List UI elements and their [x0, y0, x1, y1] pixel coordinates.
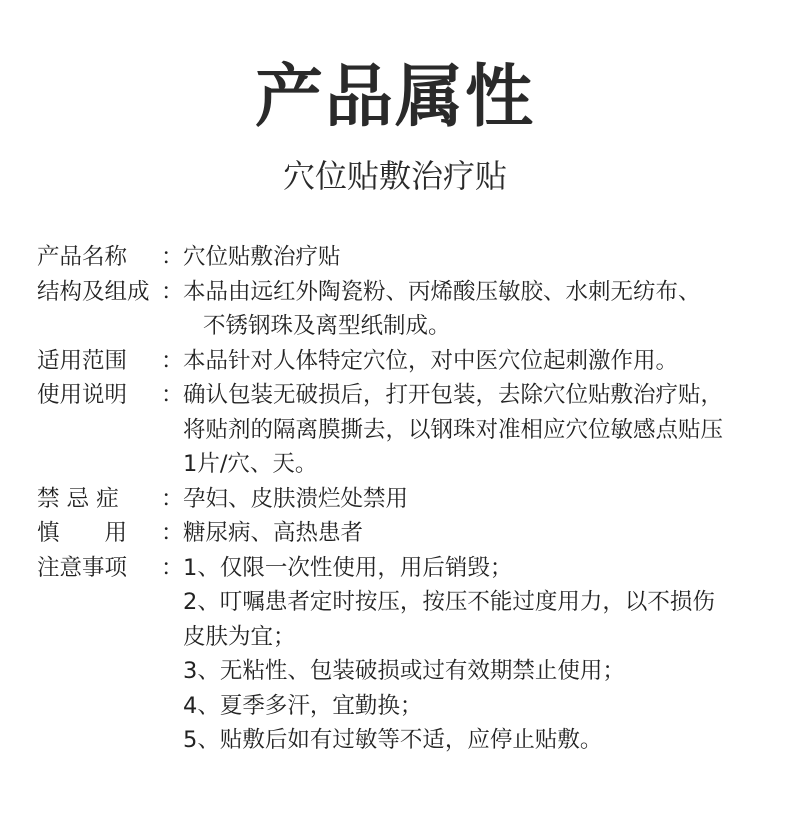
- attribute-colon: ：: [161, 278, 184, 305]
- attribute-label: 适用范围: [37, 347, 128, 374]
- attribute-value: [183, 275, 767, 344]
- attribute-colon: ：: [161, 485, 184, 512]
- attribute-label: 使用说明: [37, 382, 128, 408]
- attribute-colon: ：: [161, 244, 184, 270]
- attribute-value-line: 糖尿病、高热患者: [183, 520, 364, 546]
- attribute-row-scope: [37, 344, 767, 379]
- attribute-value-line: 4、夏季多汗，宜勤换；: [183, 692, 423, 719]
- attribute-value-line: 不锈钢珠及离型纸制成。: [203, 313, 451, 339]
- attribute-value-line: 孕妇、皮肤溃烂处禁用: [183, 485, 409, 512]
- attribute-label: 慎 用: [37, 520, 128, 546]
- attribute-value: [183, 240, 767, 275]
- attribute-value-line: 本品针对人体特定穴位，对中医穴位起刺激作用。: [183, 347, 679, 374]
- attribute-value: [183, 344, 767, 379]
- attribute-value: [183, 516, 767, 551]
- attribute-colon: ：: [161, 382, 184, 408]
- attribute-value: [183, 551, 767, 758]
- attribute-value-line: 2、叮嘱患者定时按压，按压不能过度用力，以不损伤: [183, 589, 715, 615]
- attribute-row-instructions: [37, 378, 767, 482]
- product-subtitle: 穴位贴敷治疗贴: [282, 157, 507, 195]
- attribute-value-line: 将贴剂的隔离膜撕去，以钢珠对准相应穴位敏感点贴压: [183, 416, 724, 443]
- attribute-label: 产品名称: [37, 244, 128, 270]
- attribute-label: 结构及组成: [37, 278, 150, 305]
- attribute-value-line: 本品由远红外陶瓷粉、丙烯酸压敏胶、水刺无纺布、: [183, 278, 701, 305]
- attribute-row-product-name: [37, 240, 767, 275]
- attribute-value-line: 穴位贴敷治疗贴: [183, 244, 341, 270]
- attribute-value-line: 5、贴敷后如有过敏等不适，应停止贴敷。: [183, 727, 603, 753]
- attribute-label: 注意事项: [37, 554, 128, 581]
- attribute-row-caution: [37, 516, 767, 551]
- attribute-value: [183, 378, 767, 482]
- attribute-value-line: 确认包装无破损后，打开包装，去除穴位贴敷治疗贴，: [183, 382, 724, 408]
- attribute-row-structure: [37, 275, 767, 344]
- attribute-label: 禁 忌 症: [37, 485, 119, 512]
- attribute-value-line: 皮肤为宜；: [183, 623, 296, 650]
- attribute-row-contraindications: [37, 482, 767, 517]
- attribute-value-line: 1片/穴、天。: [183, 451, 318, 477]
- attribute-colon: ：: [161, 520, 184, 546]
- attribute-value: [183, 482, 767, 517]
- attribute-colon: ：: [161, 347, 184, 374]
- attribute-value-line: 3、无粘性、包装破损或过有效期禁止使用；: [183, 658, 625, 684]
- attribute-row-precautions: [37, 551, 767, 758]
- attribute-colon: ：: [161, 554, 184, 581]
- attribute-list: [37, 240, 767, 758]
- attribute-value-line: 1、仅限一次性使用，用后销毁；: [183, 554, 513, 581]
- page-title: 产品属性: [254, 58, 535, 137]
